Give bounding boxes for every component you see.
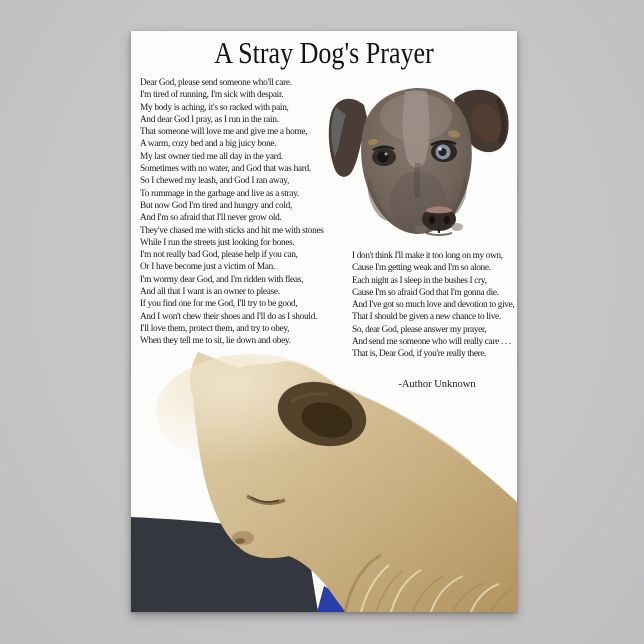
poem-line: I'm not really bad God, please help if you can, xyxy=(140,250,298,261)
stray-dog-prayer-poster xyxy=(131,31,517,612)
poem-line: That I should be given a new chance to live. xyxy=(352,312,501,323)
poem-line: I'm wormy dear God, and I'm ridden with fleas, xyxy=(140,274,304,285)
poem-line: A warm, cozy bed and a big juicy bone. xyxy=(140,139,277,150)
poem-column-right xyxy=(352,250,522,361)
poem-line: And all that I want is an owner to please. xyxy=(140,287,280,298)
poem-line: Or I have become just a victim of Man. xyxy=(140,262,275,273)
poem-line: I'm tired of running, I'm sick with despair. xyxy=(140,90,284,101)
poem-line: I don't think I'll make it too long on my own, xyxy=(352,251,503,261)
author-attribution: -Author Unknown xyxy=(398,379,476,390)
poem-line: And I've got so much love and devotion to give, xyxy=(352,300,515,311)
poem-line: That someone will love me and give me a home, xyxy=(140,127,308,138)
poem-line: So I chewed my leash, and God I ran away, xyxy=(140,176,289,187)
poem-line: My last owner tied me all day in the yard. xyxy=(140,151,283,162)
poem-line: Cause I'm getting weak and I'm so alone. xyxy=(352,263,491,274)
poem-line: And dear God I pray, as I run in the rain. xyxy=(140,114,279,125)
puppy-head-photo xyxy=(326,83,516,238)
poem-line: If you find one for me God, I'll try to be good, xyxy=(140,299,298,310)
poem-line: And I won't chew their shoes and I'll do as I should. xyxy=(140,311,317,322)
poem-line: I'll love them, protect them, and try to obey, xyxy=(140,323,290,334)
poem-line: My body is aching, it's so racked with pain, xyxy=(140,102,289,113)
poem-line: While I run the streets just looking for bones. xyxy=(140,237,295,248)
poem-column-left xyxy=(140,77,340,348)
poem-line: They've chased me with sticks and hit me with stones xyxy=(140,225,324,236)
poem-line: Sometimes with no water, and God that was hard. xyxy=(140,164,311,175)
poem-line: When they tell me to sit, lie down and obey. xyxy=(140,336,291,347)
poem-line: And I'm so afraid that I'll never grow old. xyxy=(140,213,282,224)
poem-line: Each night as I sleep in the bushes I cry, xyxy=(352,275,487,286)
poem-line: Dear God, please send someone who'll care. xyxy=(140,78,292,88)
poem-line: So, dear God, please answer my prayer, xyxy=(352,324,487,335)
poster-title: A Stray Dog's Prayer xyxy=(214,35,434,70)
poem-line: But now God I'm tired and hungry and cold, xyxy=(140,200,293,211)
puppy-head-illustration xyxy=(326,83,516,238)
puppy-left-eye xyxy=(372,147,396,166)
poem-line: To rummage in the garbage and live as a stray. xyxy=(140,188,299,199)
poem-line: That is, Dear God, if you're really there. xyxy=(352,349,487,360)
poem-line: And send me someone who will really care . . . xyxy=(352,337,511,348)
poem-line: Cause I'm so afraid God that I'm gonna die. xyxy=(352,287,499,298)
